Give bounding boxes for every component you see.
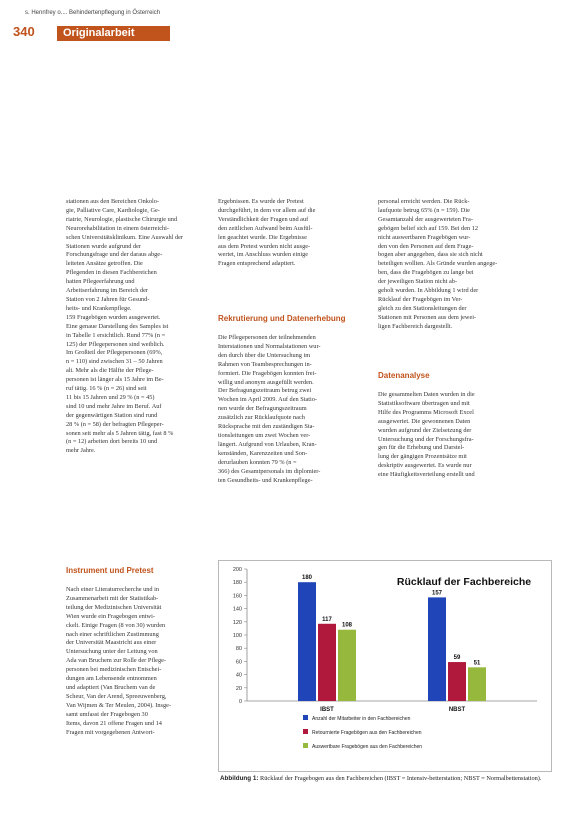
bar <box>318 624 336 701</box>
figure-1-chart <box>218 560 552 772</box>
figure-caption <box>220 775 555 784</box>
bar <box>428 597 446 701</box>
bar-value-label: 108 <box>341 622 353 629</box>
legend-swatch <box>303 743 308 748</box>
legend-swatch <box>303 715 308 720</box>
y-tick-label: 80 <box>235 646 242 653</box>
caption-label: Abbildung 1: <box>220 775 259 782</box>
running-header: s. Hennfrey o.... Behindertenpflegung in Österreich <box>25 10 161 16</box>
y-tick-label: 120 <box>232 619 242 626</box>
column-2-top-text: Ergebnissen. Es wurde der Pretest durchgeführt, in dem vor allem auf die Verständlichkeit der Fragen und auf den zeitlichen Aufwand beim Ausfül- len geachtet wurde. Die Ergebnisse aus dem Pretest wurden nicht ausge- wertet, im Anschluss wurden einige Fragen entsprechend adaptiert. <box>218 198 316 268</box>
column-2-body-text: Die Pflegepersonen der teilnehmenden Interstationen und Normalstationen wur- den durch über die Untersuchung im Rahmen von Teambesprechungen in- formiert. Die Fragebögen konnten frei- willig und anonym ausgefüllt werden. Der Befragungszeitraum betrug zwei Wochen im April 2009. Auf den Statio- nen wurde der Befragungszeitraum zusätzlich zur Rücklaufquote nach Rücksprache mit den zuständigen Sta- tionsleitungen um zwei Wochen ver- längert. Aufgrund von Urlauben, Kran- kenständen, Karenzzeiten und Son- derurlauben konnten 79 % (n = 366) des Gesamtpersonals im diplomier- ten Gesundheits- und Krankenpflege- <box>218 334 321 484</box>
bar-value-label: 51 <box>473 660 481 667</box>
column-1-bottom-text: Nach einer Literaturrecherche und in Zusammenarbeit mit der Statistikab- teilung der Medizinischen Universität Wien wurde ein Fragebogen entwi- ckelt. Einige Fragen (8 von 30) wurden nach einer schriftlichen Zustimmung der Universität Maastricht aus einer Untersuchung unter der Leitung von Ada van Bruchem zur Rolle der Pflege- personen bei medizinischen Entschei- dungen am Lebensende entnommen und adaptiert (Van Bruchem van de Scheur, Van der Arend, Spreeuwenberg, Van Wijmen & Ter Meulen, 2004). Insge- samt umfasst der Fragebogen 30 Items, davon 21 offene Fragen und 14 Fragen mit vorgegebenen Antwort- <box>66 586 172 736</box>
legend-swatch <box>303 729 308 734</box>
heading-rekrutierung: Rekrutierung und Datenerhebung <box>218 314 346 323</box>
y-tick-label: 140 <box>232 606 242 613</box>
column-3-top-text: personal erreicht werden. Die Rück- laufquote betrug 65% (n = 159). Die Gesamtanzahl der ausgewerteten Fra- gebögen belief sich auf 159. Bei den 12 nicht auswertbaren Fragebögen wur- den von den Personen auf dem Frage- bogen aber angegeben, dass sie sich nicht beteiligen wollten. Als Gründe wurden angege- ben, dass die Fragebögen zu lange bei der jeweiligen Station nicht ab- geholt wurden. In Abbildung 1 wird der Rücklauf der Fragebögen im Ver- gleich zu den Stationsleitungen der Stationen mit Personen aus dem jewei- ligen Fachbereich dargestellt. <box>378 198 498 330</box>
section-label: Originalarbeit <box>57 26 170 41</box>
y-tick-label: 180 <box>232 580 242 587</box>
chart-title: Rücklauf der Fachbereiche <box>396 576 532 588</box>
y-tick-label: 100 <box>232 633 242 639</box>
heading-datenanalyse: Datenanalyse <box>378 371 430 380</box>
page-number: 340 <box>13 24 35 39</box>
bar <box>468 667 486 701</box>
column-3-body-text: Die gesammelten Daten wurden in die Statistiksoftware übertragen und mit Hilfe des Programms Microsoft Excel ausgewertet. Die gewonnenen Daten wurden aufgrund der Zielsetzung der Untersuchung und der Forschungsfra- gen für die Erhebung und Darstel- lung der gängigen Prozentsätze mit deskriptiv ausgewertet. Es wurde nur eine Häufigkeitsverteilung erstellt und <box>378 391 475 479</box>
y-tick-label: 20 <box>235 685 242 692</box>
bar-value-label: 180 <box>301 575 313 582</box>
bar-value-label: 59 <box>453 655 461 662</box>
bar <box>338 630 356 701</box>
y-tick-label: 160 <box>232 593 242 600</box>
bar-value-label: 157 <box>431 590 443 597</box>
y-tick-label: 200 <box>232 567 242 573</box>
bar <box>448 662 466 701</box>
y-tick-label: 40 <box>235 672 242 679</box>
bar-value-label: 117 <box>322 616 332 623</box>
heading-instrument: Instrument und Pretest <box>66 566 154 575</box>
y-tick-label: 0 <box>238 699 242 705</box>
chart-svg <box>219 561 551 771</box>
bar <box>298 582 316 701</box>
x-category-label: NBST <box>448 707 466 713</box>
x-category-label: IBST <box>320 707 334 713</box>
legend-label: Retournierte Fragebögen aus den Fachbereichen <box>312 730 422 736</box>
caption-text: Rücklauf der Fragebogen aus den Fachbereichen (IBST = Intensiv-betterstation; NBST = Normalbettenstation). <box>258 775 542 782</box>
legend-label: Anzahl der Mitarbeiter in den Fachbereichen <box>312 716 411 722</box>
column-1-top-text: stationen aus den Bereichen Onkolo- gie, Palliative Care, Kardiologie, Ge- riatrie, Neurologie, plastische Chirurgie und Neurorehabilitation in einem österreichi- schen Universitätsklinikum. Eine Auswahl der Stationen wurde aufgrund der Forschungsfrage und der daraus abge- leiteten Ansätze getroffen. Die Pflegenden in diesen Fachbereichen hatten Pflegeerfahrung und Arbeitserfahrung im Bereich der Station von 2 Jahren für Gesund- heits- und Krankenpflege. 159 Fragebögen wurden ausgewertet. Eine genaue Darstellung des Samples ist in Tabelle 1 ersichtlich. Rund 77% (n = 125) der Pflegepersonen sind weiblich. Im Großteil der Pflegepersonen (69%, n = 110) sind zwischen 31 – 50 Jahren alt. Mehr als die Hälfte der Pflege- personen ist länger als 15 Jahre im Be- ruf tätig. 16 % (n = 26) sind seit 11 bis 15 Jahren und 29 % (n = 45) sind 10 und mehr Jahre im Beruf. Auf der gegenwärtigen Station sind rund 28 % (n = 58) der befragten Pflegeper- sonen seit mehr als 5 Jahren tätig, fast 8 % (n = 12) arbeiten dort bereits 10 und mehr Jahre. <box>66 198 183 455</box>
legend-label: Auswertbare Fragebögen aus den Fachbereichen <box>312 744 423 750</box>
y-tick-label: 60 <box>235 659 242 666</box>
